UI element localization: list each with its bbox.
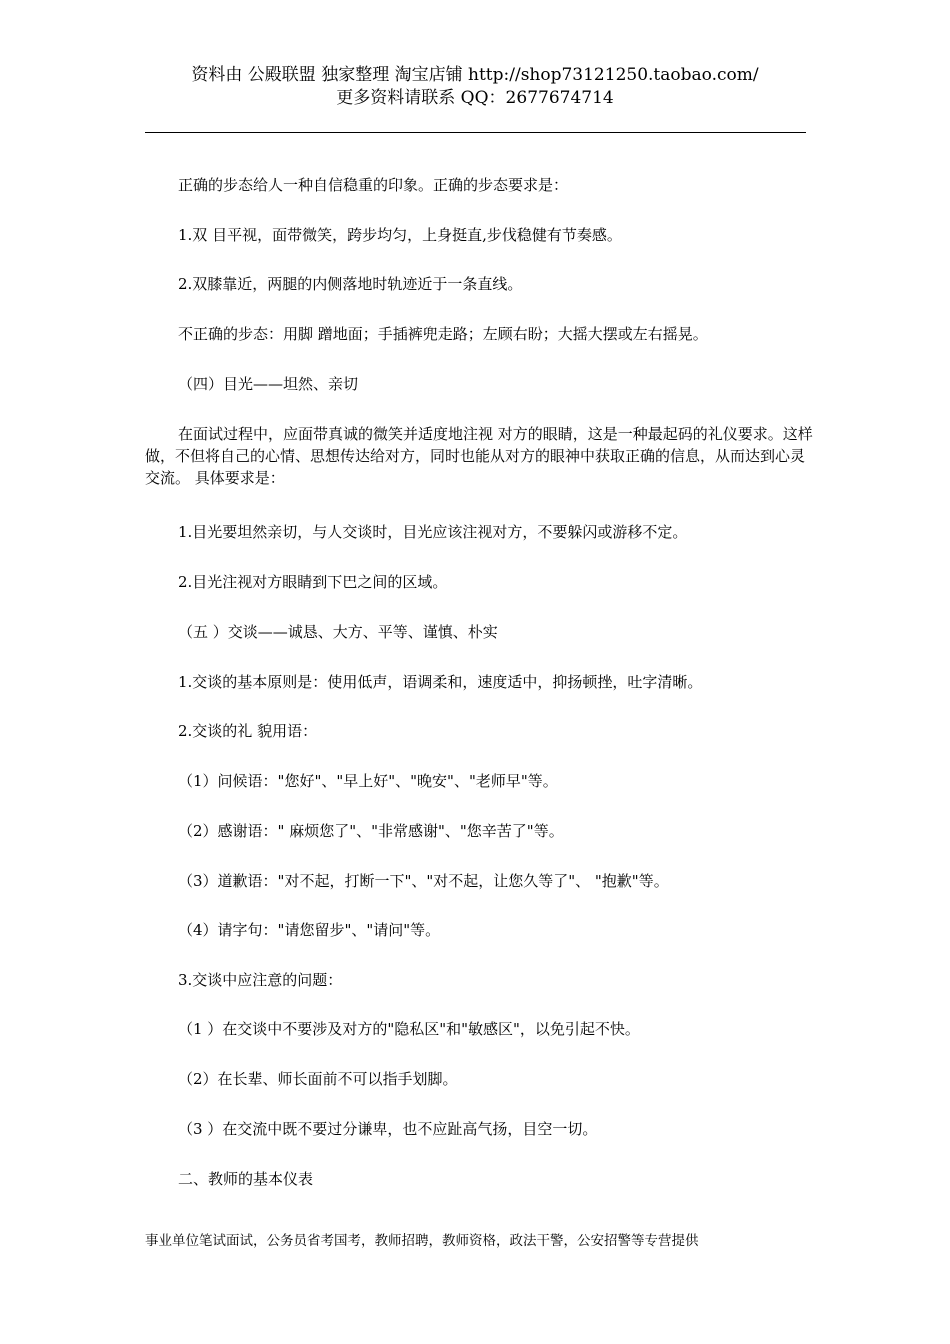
paragraph-gait-rule-1: 1.双 目平视，面带微笑，跨步均匀，上身挺直,步伐稳健有节奏感。: [178, 226, 622, 244]
list-item-apologies: （3）道歉语："对不起，打断一下"、"对不起，让您久等了"、 "抱歉"等。: [178, 872, 669, 890]
header-divider: [145, 132, 806, 133]
section-heading-conversation: （五 ）交谈——诚恳、大方、平等、谨慎、朴实: [178, 623, 498, 641]
page-header: [0, 64, 950, 110]
paragraph-gaze-intro: 在面试过程中，应面带真诚的微笑并适度地注视 对方的眼睛，这是一种最起码的礼仪要求。这样做，不但将自己的心情、思想传达给对方，同时也能从对方的眼神中获取正确的信息，从而达到心灵交流。 具体要求是：: [145, 425, 813, 487]
paragraph-polite-phrases: 2.交谈的礼 貌用语：: [178, 722, 318, 740]
list-item-caution-3: （3 ）在交流中既不要过分谦卑，也不应趾高气扬，目空一切。: [178, 1120, 598, 1138]
paragraph-gait-intro: 正确的步态给人一种自信稳重的印象。正确的步态要求是：: [178, 176, 569, 194]
section-heading-appearance: 二、教师的基本仪表: [178, 1170, 314, 1188]
paragraph-incorrect-gait: 不正确的步态：用脚 蹭地面；手插裤兜走路；左顾右盼；大摇大摆或左右摇晃。: [178, 325, 708, 343]
list-item-greetings: （1）问候语："您好"、"早上好"、"晚安"、"老师早"等。: [178, 772, 558, 790]
list-item-caution-1: （1 ）在交谈中不要涉及对方的"隐私区"和"敏感区"，以免引起不快。: [178, 1020, 640, 1038]
page-footer: 事业单位笔试面试，公务员省考国考，教师招聘，教师资格，政法干警，公安招警等专营提供: [145, 1233, 699, 1249]
paragraph-conversation-cautions: 3.交谈中应注意的问题：: [178, 971, 343, 989]
section-heading-gaze: （四）目光——坦然、亲切: [178, 375, 359, 393]
paragraph-gaze-rule-2: 2.目光注视对方眼睛到下巴之间的区域。: [178, 573, 448, 591]
header-contact-line: 更多资料请联系 QQ：2677674714: [336, 88, 614, 108]
list-item-please: （4）请字句："请您留步"、"请问"等。: [178, 921, 441, 939]
header-source-line: 资料由 公殿联盟 独家整理 淘宝店铺 http://shop73121250.taobao.com/: [191, 65, 759, 85]
paragraph-gait-rule-2: 2.双膝靠近，两腿的内侧落地时轨迹近于一条直线。: [178, 275, 523, 293]
list-item-thanks: （2）感谢语：" 麻烦您了"、"非常感谢"、"您辛苦了"等。: [178, 822, 564, 840]
list-item-caution-2: （2）在长辈、师长面前不可以指手划脚。: [178, 1070, 458, 1088]
paragraph-gaze-rule-1: 1.目光要坦然亲切，与人交谈时，目光应该注视对方，不要躲闪或游移不定。: [178, 523, 688, 541]
paragraph-conversation-principle: 1.交谈的基本原则是：使用低声，语调柔和，速度适中，抑扬顿挫，吐字清晰。: [178, 673, 703, 691]
